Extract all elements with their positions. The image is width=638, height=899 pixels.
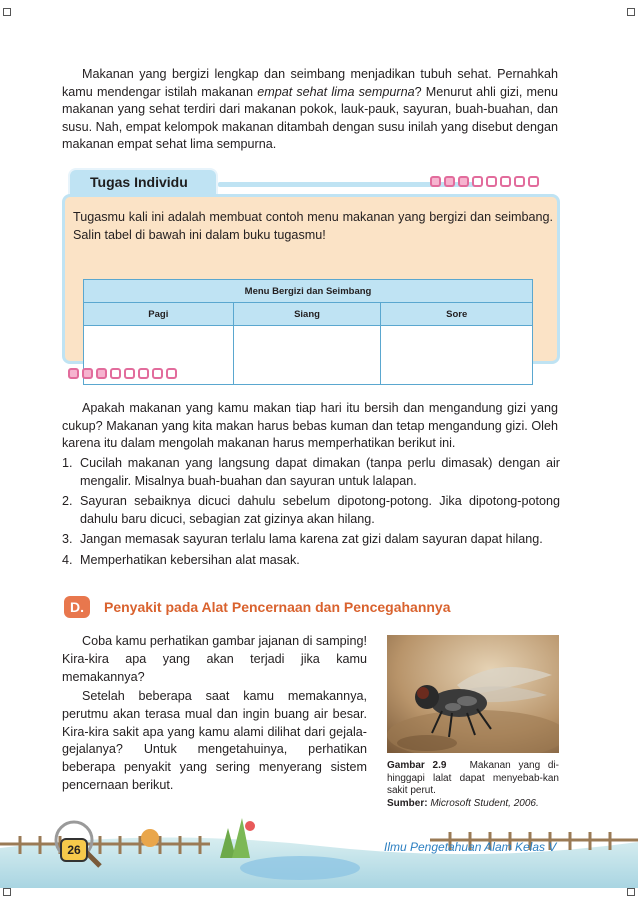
section-letter: D. [64, 596, 90, 618]
section-d-heading [64, 596, 451, 618]
tugas-individu-box [62, 168, 560, 382]
decorative-dots [430, 176, 539, 187]
figure-source-label: Sumber: [387, 797, 428, 809]
crop-mark [3, 8, 11, 16]
table-header-sore: Sore [381, 303, 533, 326]
table-title: Menu Bergizi dan Seimbang [84, 280, 533, 303]
tugas-tab [68, 168, 218, 196]
list-item: 2. Sayuran sebaiknya dicuci dahulu sebelum dipotong-potong. Jika dipotong-potong dahulu baru dicuci, sebagian zat gizinya akan hilang. [62, 494, 560, 526]
table-header-siang: Siang [233, 303, 381, 326]
figure-label: Gambar 2.9 [387, 760, 447, 771]
crop-mark [627, 888, 635, 896]
decorative-dots [68, 368, 177, 379]
figure-caption [387, 760, 559, 810]
crop-mark [3, 888, 11, 896]
fly-photo [387, 635, 559, 753]
paragraph-food-hygiene: Apakah makanan yang kamu makan tiap hari itu bersih dan mengandung gizi yang cukup? Makanan yang kita makan harus bebas kuman dan tetap mengandung gizi. Oleh karena itu dalam mengolah makanan harus memperhatikan berikut ini. [62, 401, 558, 451]
section-d-paragraph-1: Coba kamu perhatikan gambar jajanan di samping! Kira-kira apa yang akan terjadi jika kamu memakannya? [62, 634, 367, 684]
hygiene-list [62, 455, 560, 573]
list-item: 1. Cucilah makanan yang langsung dapat dimakan (tanpa perlu dimasak) dengan air mengalir. Misalnya buah-buahan dan sayuran untuk lalapan. [62, 456, 560, 488]
table-cell [233, 326, 381, 385]
list-item: 3. Jangan memasak sayuran terlalu lama karena zat gizi dalam sayuran dapat hilang. [62, 532, 543, 547]
crop-mark [627, 8, 635, 16]
section-d-paragraph-2: Setelah beberapa saat kamu memakannya, perutmu akan terasa mual dan ingin buang air besar. Kira-kira sakit apa yang kamu alami dilihat dari gejala-gejalanya? Untuk mengetahuinya, perhatikan beberapa penyakit yang sering menyerang sistem pencernaan berikut. [62, 689, 367, 792]
table-header-pagi: Pagi [84, 303, 234, 326]
running-title: Ilmu Pengetahuan Alam Kelas V [384, 840, 557, 854]
tugas-title: Tugas Individu [90, 174, 188, 190]
figure-source: Microsoft Student, 2006. [430, 797, 539, 809]
tugas-body [62, 194, 560, 364]
intro-paragraph: Makanan yang bergizi lengkap dan seimbang menjadikan tubuh sehat. Pernahkah kamu mendengar istilah makanan empat sehat lima sempurna? Menurut ahli gizi, menu makanan yang sehat terdiri dari makanan pokok, lauk-pauk, sayuran, buah-buahan, dan susu. Nah, empat kelompok makanan ditambah dengan susu inilah yang disebut dengan makanan empat sehat lima sempurna. [62, 67, 559, 152]
page-number: 26 [60, 838, 88, 862]
tugas-instruction: Tugasmu kali ini adalah membuat contoh menu makanan yang bergizi dan seimbang. Salin tabel di bawah ini dalam buku tugasmu! [73, 210, 553, 242]
list-item: 4. Memperhatikan kebersihan alat masak. [62, 552, 300, 567]
figure-caption-text: Makanan yang di-hinggapi lalat dapat menyebab-kan sakit perut. [387, 760, 559, 796]
section-title: Penyakit pada Alat Pencernaan dan Pencegahannya [104, 599, 451, 615]
table-cell [381, 326, 533, 385]
